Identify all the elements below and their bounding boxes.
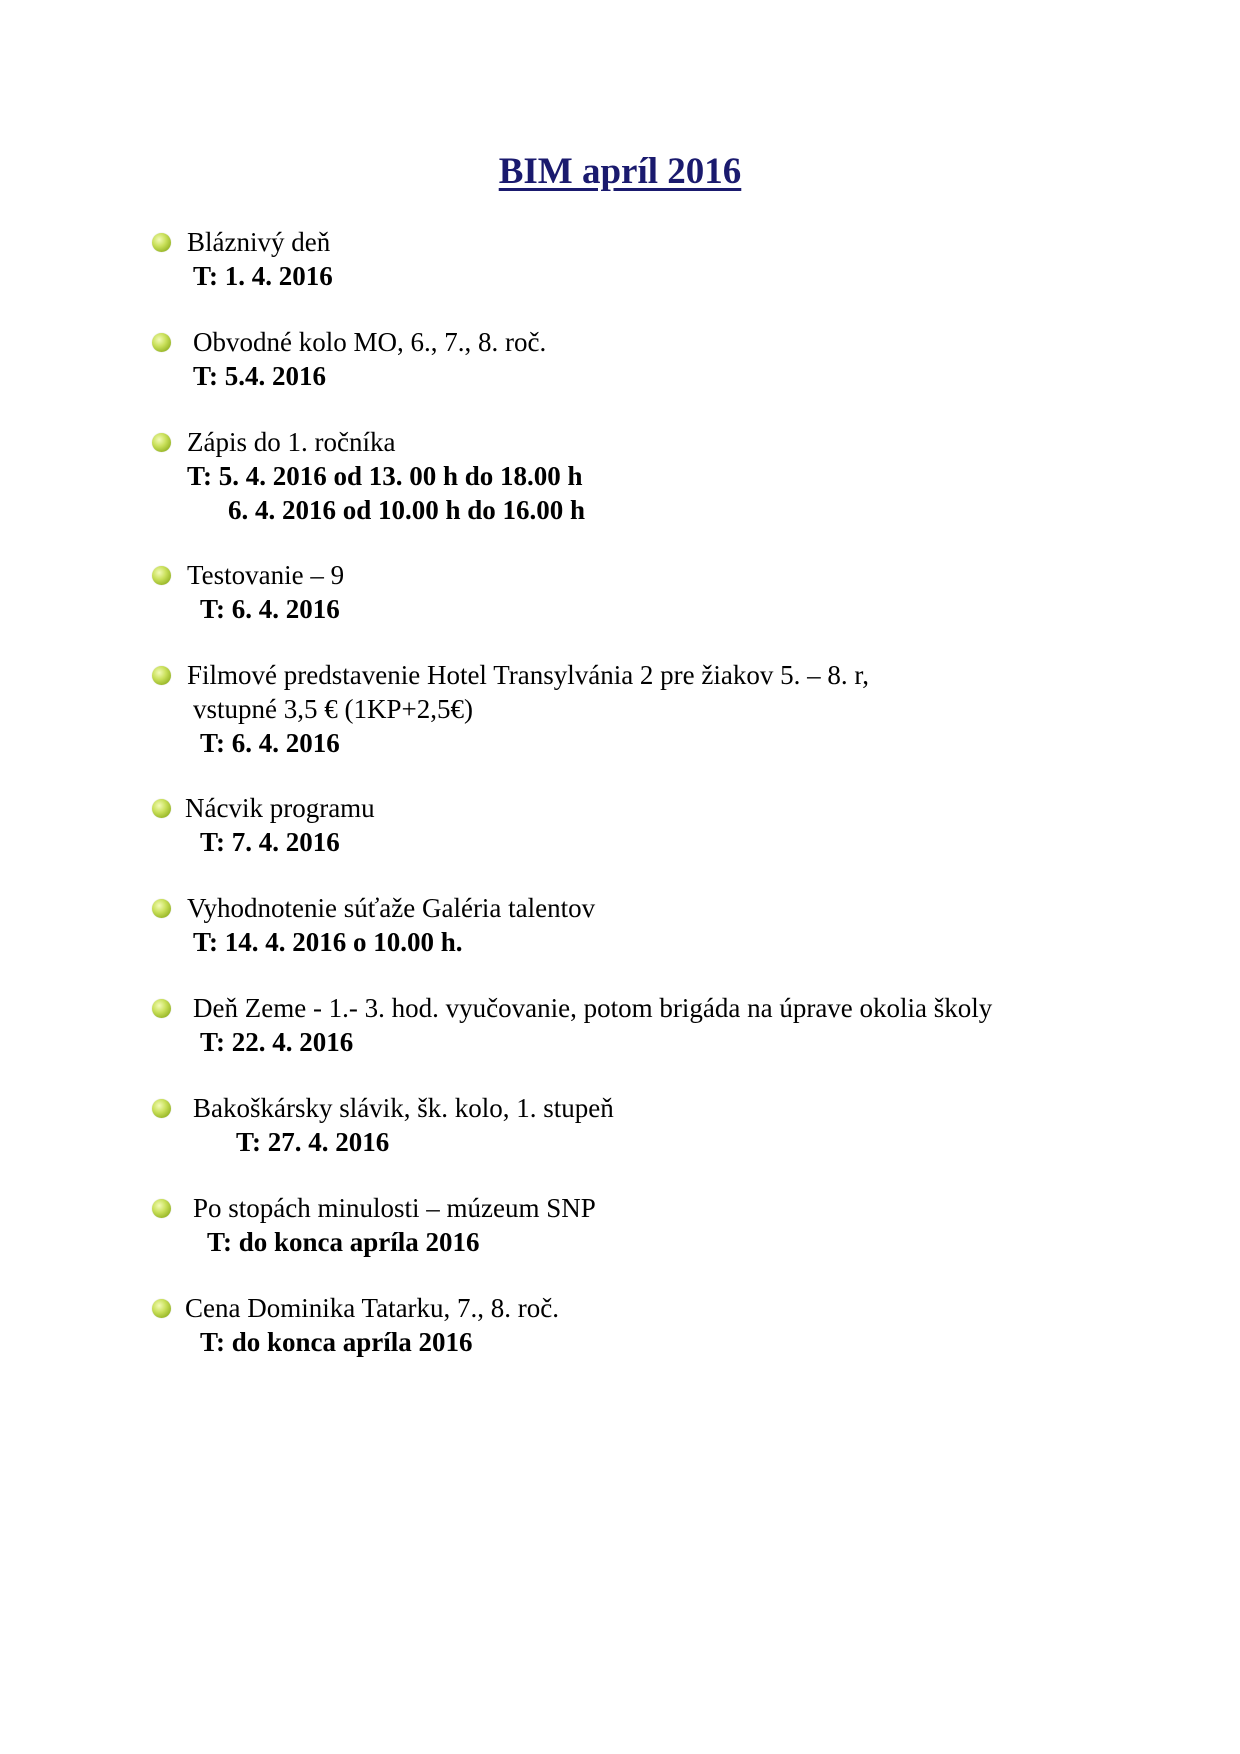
page-title	[0, 150, 1240, 194]
bullet-icon	[152, 566, 171, 585]
event-name: Deň Zeme - 1.- 3. hod. vyučovanie, potom brigáda na úprave okolia školy	[193, 993, 993, 1023]
event-name: Testovanie – 9	[187, 560, 345, 590]
event-name: Bláznivý deň	[187, 227, 331, 257]
bullet-icon	[152, 999, 171, 1018]
event-name: Filmové predstavenie Hotel Transylvánia 2 pre žiakov 5. – 8. r,	[187, 660, 870, 690]
event-date: T: 5.4. 2016	[193, 361, 326, 391]
event-date: T: 27. 4. 2016	[236, 1127, 390, 1157]
bullet-icon	[152, 1299, 171, 1318]
event-name: Bakoškársky slávik, šk. kolo, 1. stupeň	[193, 1093, 614, 1123]
event-name: Cena Dominika Tatarku, 7., 8. roč.	[185, 1293, 560, 1323]
event-date: T: 5. 4. 2016 od 13. 00 h do 18.00 h	[187, 461, 583, 491]
bullet-icon	[152, 433, 171, 452]
bullet-icon	[152, 899, 171, 918]
event-date: T: 6. 4. 2016	[200, 728, 340, 758]
event-date-second: 6. 4. 2016 od 10.00 h do 16.00 h	[228, 495, 586, 525]
event-date: T: 22. 4. 2016	[200, 1027, 354, 1057]
bullet-icon	[152, 333, 171, 352]
event-name: Obvodné kolo MO, 6., 7., 8. roč.	[193, 327, 547, 357]
bullet-icon	[152, 1199, 171, 1218]
event-name: Vyhodnotenie súťaže Galéria talentov	[187, 893, 596, 923]
event-name: Zápis do 1. ročníka	[187, 427, 396, 457]
event-name: Nácvik programu	[185, 793, 375, 823]
bullet-icon	[152, 666, 171, 685]
page-title-text: BIM apríl 2016	[498, 151, 742, 192]
bullet-icon	[152, 1099, 171, 1118]
event-date: T: do konca apríla 2016	[200, 1327, 473, 1357]
event-name: Po stopách minulosti – múzeum SNP	[193, 1193, 596, 1223]
event-date: T: 1. 4. 2016	[193, 261, 333, 291]
bullet-icon	[152, 233, 171, 252]
event-date: T: 14. 4. 2016 o 10.00 h.	[193, 927, 463, 957]
bullet-icon	[152, 799, 171, 818]
event-name-second: vstupné 3,5 € (1KP+2,5€)	[193, 694, 473, 724]
event-date: T: do konca apríla 2016	[207, 1227, 480, 1257]
event-date: T: 7. 4. 2016	[200, 827, 340, 857]
event-date: T: 6. 4. 2016	[200, 594, 340, 624]
